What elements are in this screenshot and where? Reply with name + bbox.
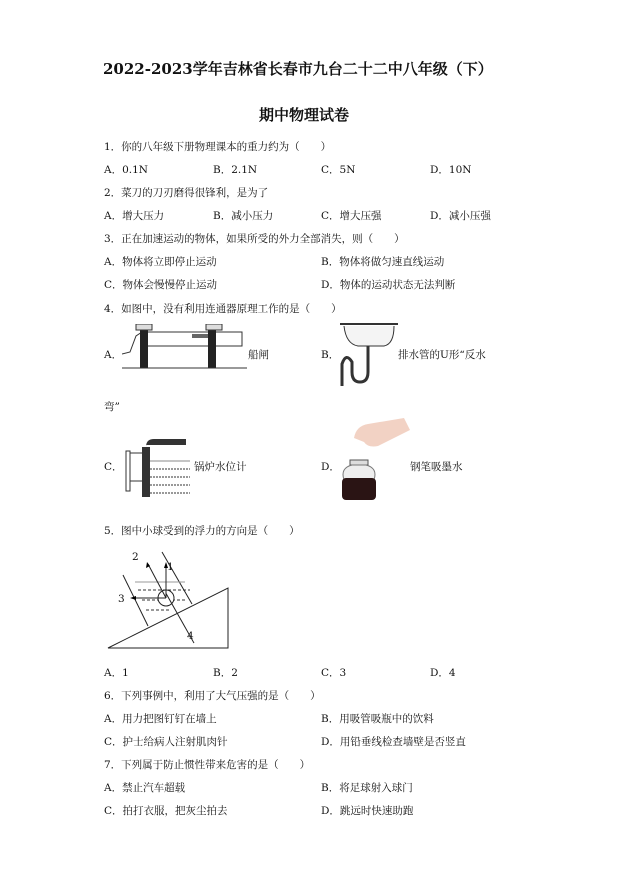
pen-ink-figure [338, 418, 410, 504]
q6-option-b: B．用吸管吸瓶中的饮料 [321, 713, 434, 725]
title-line-2: 期中物理试卷 [259, 106, 350, 124]
q4-caption-c: 锅炉水位计 [194, 461, 247, 473]
q1-option-d: D．10N [430, 164, 472, 176]
q7-option-d: D．跳远时快速助跑 [321, 805, 414, 817]
q3-option-c: C．物体会慢慢停止运动 [104, 279, 218, 291]
q5-option-b: B．2 [213, 667, 238, 679]
q1-option-a: A．0.1N [104, 164, 148, 176]
q3-option-b: B．物体将做匀速直线运动 [321, 256, 445, 268]
q5-option-c: C．3 [321, 667, 347, 679]
q4-option-c: C． [104, 461, 123, 473]
q4-option-b: B． [321, 349, 340, 361]
q7-option-b: B．将足球射入球门 [321, 782, 413, 794]
q4-option-d: D． [321, 461, 340, 473]
figure-label-3: 3 [118, 593, 125, 605]
q6-option-a: A．用力把图钉钉在墙上 [104, 713, 217, 725]
q6-option-d: D．用铅垂线检查墙壁是否竖直 [321, 736, 466, 748]
title-line-1: 2022-2023学年吉林省长春市九台二十二中八年级（下） [103, 60, 493, 78]
q6-option-c: C．护士给病人注射肌肉针 [104, 736, 228, 748]
q2-option-c: C．增大压强 [321, 210, 382, 222]
q2-option-b: B．减小压力 [213, 210, 274, 222]
figure-label-2: 2 [132, 551, 139, 563]
q4-caption-b: 排水管的U形“反水 [398, 349, 486, 361]
q1-option-b: B．2.1N [213, 164, 258, 176]
question-4-stem: 4．如图中，没有利用连通器原理工作的是（ ） [104, 303, 342, 315]
question-6-stem: 6．下列事例中，利用了大气压强的是（ ） [104, 690, 321, 702]
q7-option-a: A．禁止汽车超载 [104, 782, 186, 794]
figure-label-1: 1 [167, 561, 174, 573]
question-1-stem: 1．你的八年级下册物理课本的重力约为（ ） [104, 141, 332, 153]
q1-option-c: C．5N [321, 164, 356, 176]
question-5-stem: 5．图中小球受到的浮力的方向是（ ） [104, 525, 300, 537]
q2-option-a: A．增大压力 [104, 210, 165, 222]
q4-caption-d: 钢笔吸墨水 [410, 461, 463, 473]
q3-option-a: A．物体将立即停止运动 [104, 256, 217, 268]
q4-caption-b-cont: 弯” [104, 401, 120, 413]
q2-option-d: D．减小压强 [430, 210, 491, 222]
figure-label-4: 4 [187, 630, 194, 642]
question-3-stem: 3．正在加速运动的物体，如果所受的外力全部消失，则（ ） [104, 233, 405, 245]
ship-lock-figure [122, 324, 250, 380]
q7-option-c: C．拍打衣服，把灰尘拍去 [104, 805, 228, 817]
q5-option-a: A．1 [104, 667, 129, 679]
sink-u-trap-figure [338, 322, 400, 388]
q5-option-d: D．4 [430, 667, 456, 679]
boiler-gauge-figure [124, 437, 196, 499]
q4-option-a: A． [104, 349, 123, 361]
question-7-stem: 7．下列属于防止惯性带来危害的是（ ） [104, 759, 311, 771]
question-2-stem: 2．菜刀的刀刃磨得很锋利，是为了 [104, 187, 269, 199]
q4-caption-a: 船闸 [248, 349, 269, 361]
q3-option-d: D．物体的运动状态无法判断 [321, 279, 456, 291]
